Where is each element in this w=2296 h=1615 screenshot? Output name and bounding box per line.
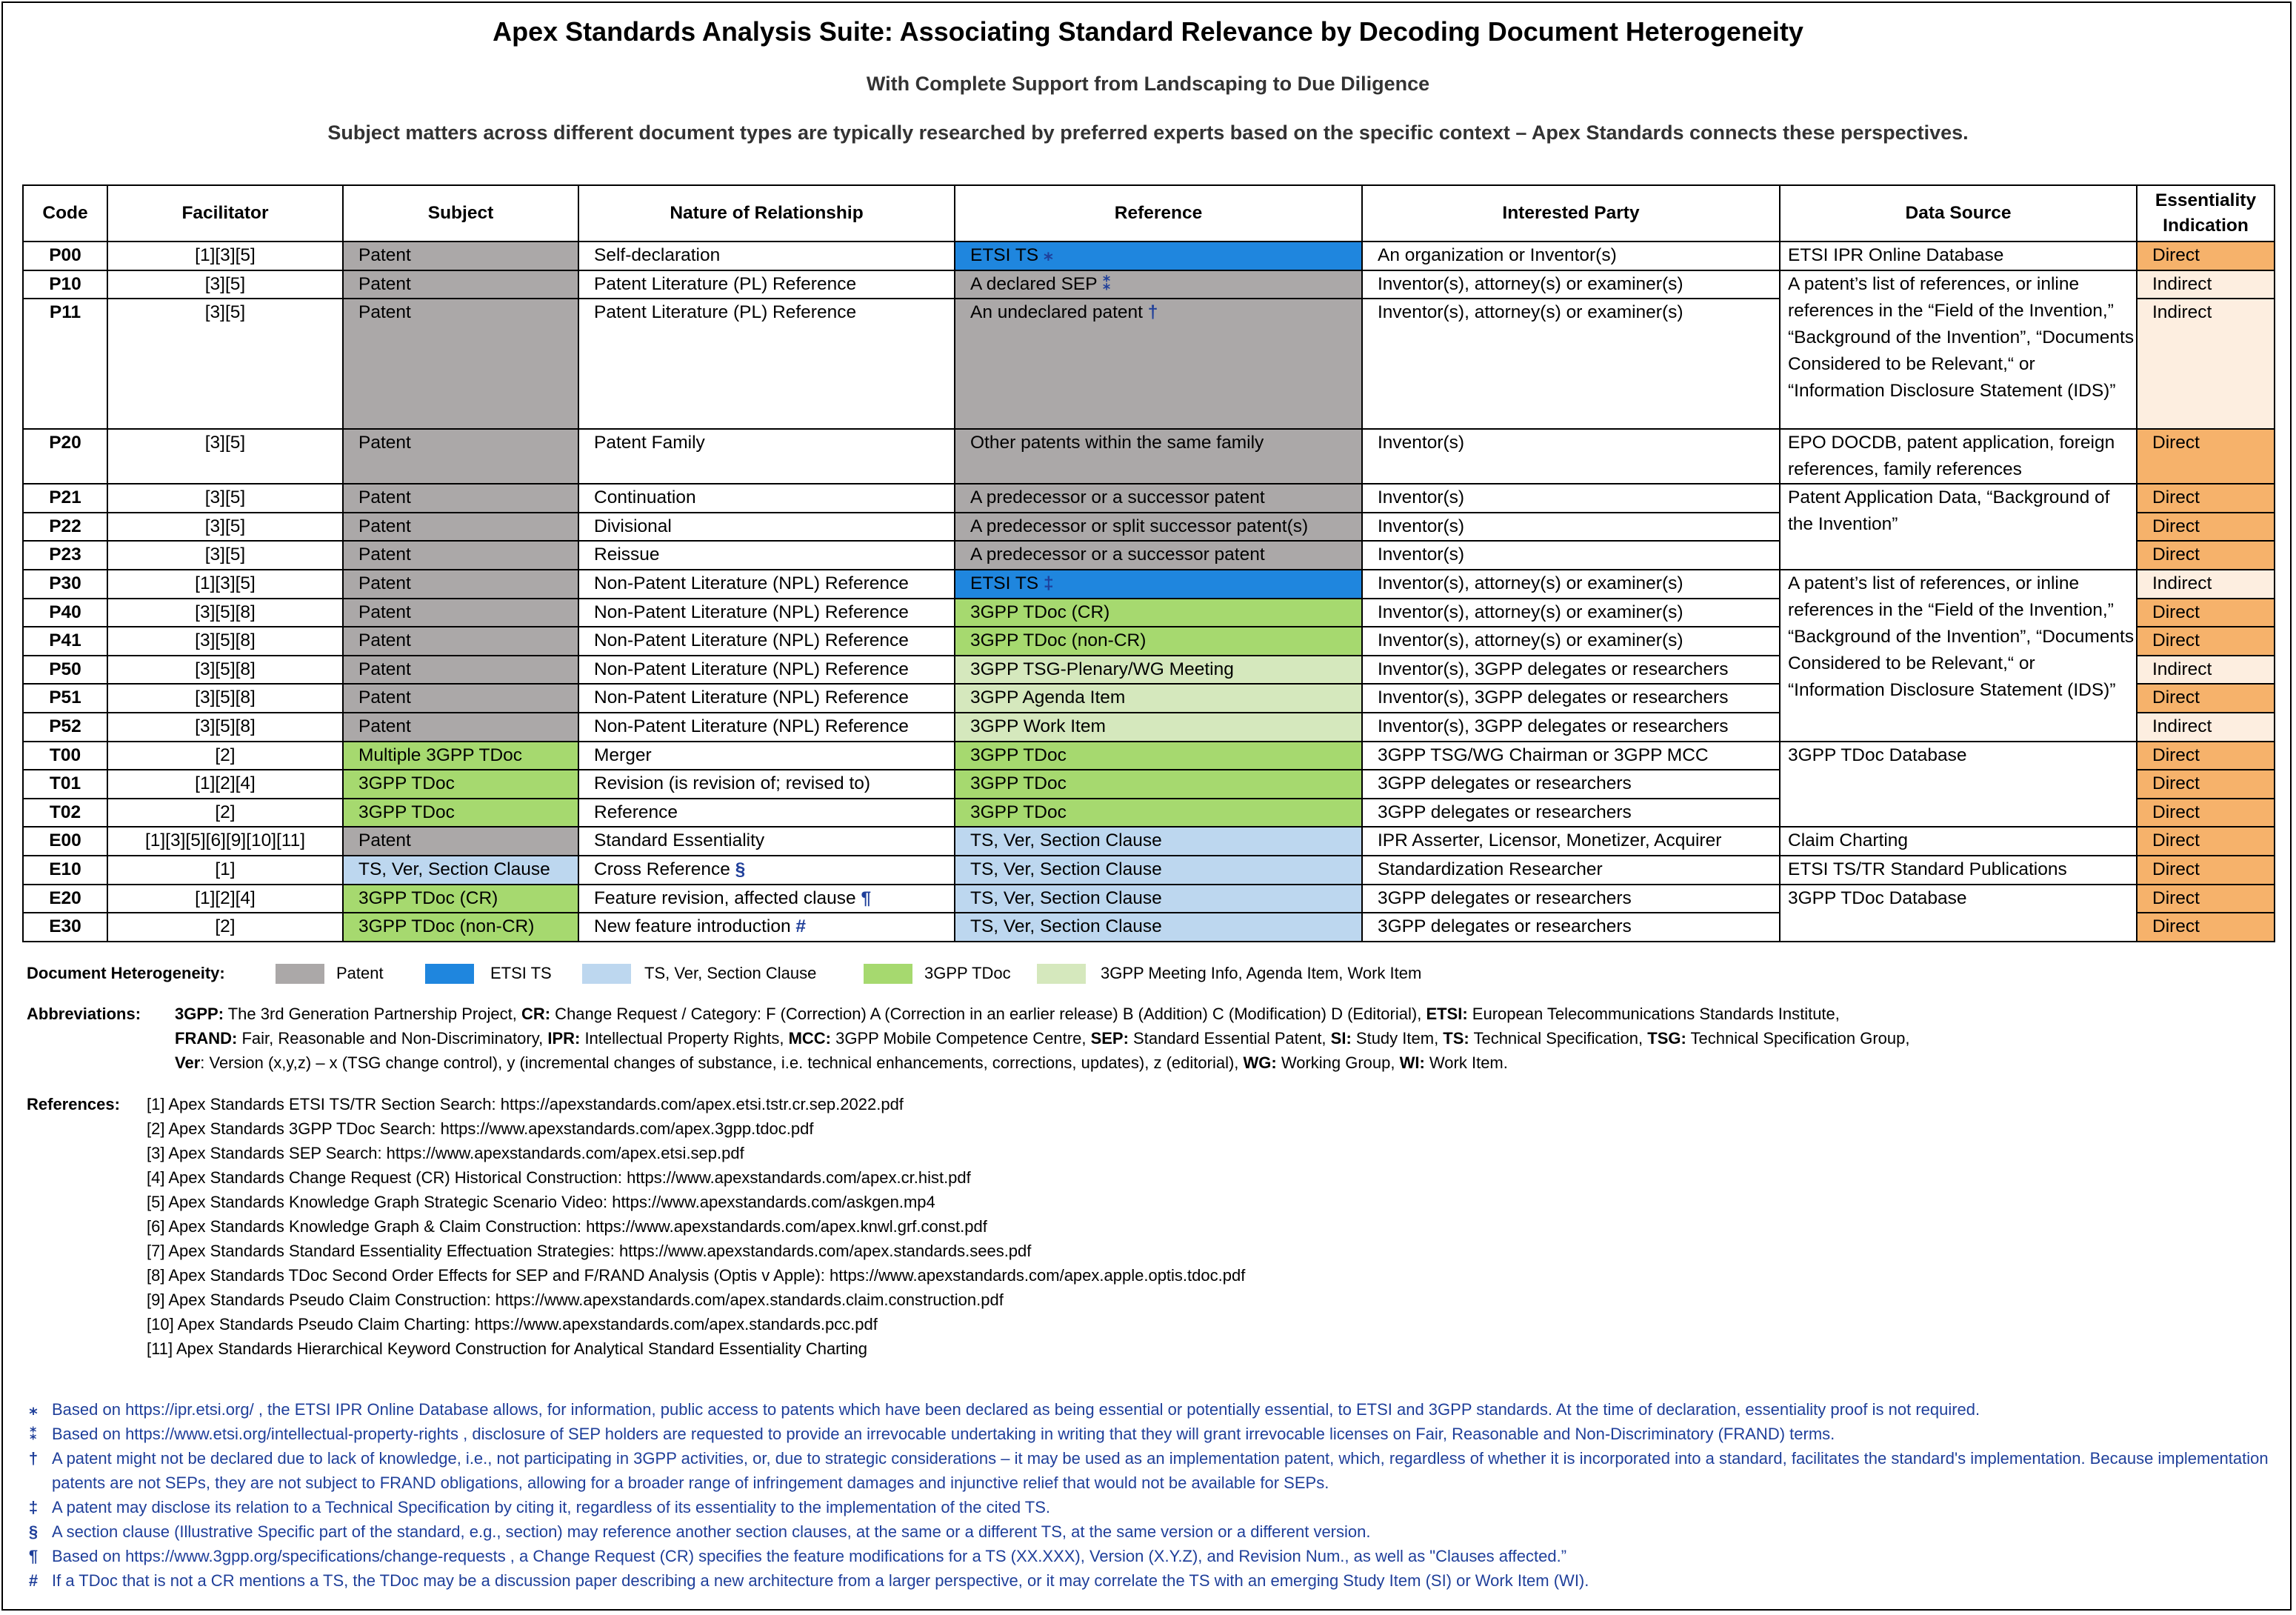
row-reference: 3GPP TDoc (CR): [955, 599, 1362, 627]
abbreviation-value: Study Item,: [1351, 1029, 1444, 1048]
row-reference: A predecessor or a successor patent: [955, 484, 1362, 513]
reference-text: An undeclared patent: [970, 302, 1143, 323]
data-source-cell: EPO DOCDB, patent application, foreign references, family references: [1780, 429, 2137, 484]
abbreviation-value: Change Request / Category: F (Correction) A (Correction in an earlier release) B (Addition) C (Modification) D (Editorial),: [550, 1005, 1426, 1023]
row-interested-party: Inventor(s), attorney(s) or examiner(s): [1362, 599, 1780, 627]
row-facilitator: [1][3][5]: [107, 570, 343, 599]
row-interested-party: 3GPP delegates or researchers: [1362, 770, 1780, 799]
double-dagger-symbol-icon: ‡: [1043, 573, 1054, 593]
abbreviation-key: FRAND:: [175, 1029, 238, 1048]
row-reference: 3GPP TDoc (non-CR): [955, 627, 1362, 656]
row-reference: 3GPP TDoc: [955, 770, 1362, 799]
row-reference: 3GPP TDoc: [955, 742, 1362, 770]
row-nature: [578, 856, 955, 885]
data-source-cell: A patent’s list of references, or inline references in the “Field of the Invention,” “Background of the Invention”, “Documents Considered to be Relevant,“ or “Information Disclosure Statement (IDS)”: [1780, 570, 2137, 742]
reference-item: [2] Apex Standards 3GPP TDoc Search: https://www.apexstandards.com/apex.3gpp.tdoc.pdf: [147, 1119, 814, 1138]
row-facilitator: [3][5][8]: [107, 684, 343, 713]
reference-item: [1] Apex Standards ETSI TS/TR Section Search: https://apexstandards.com/apex.etsi.tstr.cr.sep.2022.pdf: [147, 1095, 904, 1113]
row-code: P52: [23, 713, 107, 742]
row-reference: [955, 270, 1362, 299]
row-code: P40: [23, 599, 107, 627]
row-subject: Patent: [343, 541, 578, 570]
row-nature: Revision (is revision of; revised to): [578, 770, 955, 799]
row-nature: Non-Patent Literature (NPL) Reference: [578, 627, 955, 656]
row-code: E00: [23, 827, 107, 856]
header-data-source: Data Source: [1780, 185, 2137, 242]
row-facilitator: [3][5]: [107, 513, 343, 542]
row-code: P23: [23, 541, 107, 570]
legend-swatch-tdoc: [864, 964, 912, 984]
abbreviation-key: MCC:: [788, 1029, 832, 1048]
data-source-cell: 3GPP TDoc Database: [1780, 742, 2137, 828]
legend-item-tdoc: 3GPP TDoc: [924, 964, 1011, 982]
row-code: T01: [23, 770, 107, 799]
footnote-text: If a TDoc that is not a CR mentions a TS, the TDoc may be a discussion paper describing a new architecture from a larger perspective, or it may correlate the TS with an emerging Study Item (SI) or Work Item (WI).: [52, 1571, 1589, 1590]
table-row: [23, 270, 2275, 299]
reference-item: [6] Apex Standards Knowledge Graph & Claim Construction: https://www.apexstandards.com/apex.knwl.grf.const.pdf: [147, 1217, 987, 1236]
row-subject: Patent: [343, 599, 578, 627]
row-interested-party: Inventor(s), attorney(s) or examiner(s): [1362, 570, 1780, 599]
reference-item: [8] Apex Standards TDoc Second Order Effects for SEP and F/RAND Analysis (Optis v Apple): https://www.apexstandards.com/apex.apple.optis.tdoc.pdf: [147, 1266, 1246, 1285]
table-row: [23, 856, 2275, 885]
row-interested-party: An organization or Inventor(s): [1362, 242, 1780, 270]
table-row: [23, 570, 2275, 599]
abbreviation-value: Technical Specification Group,: [1686, 1029, 1910, 1048]
data-source-cell: ETSI TS/TR Standard Publications: [1780, 856, 2137, 885]
table-row: [23, 242, 2275, 270]
footnote: [22, 1544, 2274, 1568]
row-interested-party: Inventor(s), attorney(s) or examiner(s): [1362, 299, 1780, 429]
footnote: [22, 1422, 2274, 1446]
row-subject: Patent: [343, 827, 578, 856]
row-interested-party: Inventor(s): [1362, 429, 1780, 484]
header-interested-party: Interested Party: [1362, 185, 1780, 242]
abbreviation-key: TSG:: [1647, 1029, 1686, 1048]
hash-symbol-icon: #: [795, 916, 807, 937]
row-interested-party: Inventor(s): [1362, 484, 1780, 513]
row-subject: Patent: [343, 684, 578, 713]
row-nature: Non-Patent Literature (NPL) Reference: [578, 599, 955, 627]
row-facilitator: [3][5][8]: [107, 627, 343, 656]
reference-item: [7] Apex Standards Standard Essentiality Effectuation Strategies: https://www.apexstandards.com/apex.standards.sees.pdf: [147, 1242, 1032, 1260]
row-interested-party: 3GPP delegates or researchers: [1362, 799, 1780, 828]
row-essentiality: Indirect: [2137, 656, 2275, 685]
row-interested-party: Inventor(s): [1362, 513, 1780, 542]
abbreviation-key: IPR:: [547, 1029, 581, 1048]
row-code: P20: [23, 429, 107, 484]
row-nature: Self-declaration: [578, 242, 955, 270]
abbreviation-key: WI:: [1399, 1053, 1425, 1072]
row-subject: Patent: [343, 570, 578, 599]
row-subject: Patent: [343, 429, 578, 484]
abbreviation-value: Standard Essential Patent,: [1128, 1029, 1331, 1048]
row-essentiality: Direct: [2137, 856, 2275, 885]
row-facilitator: [3][5][8]: [107, 656, 343, 685]
page-title: Apex Standards Analysis Suite: Associating Standard Relevance by Decoding Document Heterogeneity: [493, 16, 1803, 47]
abbreviation-value: Working Group,: [1276, 1053, 1400, 1072]
row-code: P22: [23, 513, 107, 542]
dagger-symbol-icon: †: [1147, 302, 1158, 323]
row-subject: 3GPP TDoc (non-CR): [343, 913, 578, 942]
row-essentiality: Direct: [2137, 242, 2275, 270]
row-essentiality: Direct: [2137, 429, 2275, 484]
row-code: P11: [23, 299, 107, 429]
row-interested-party: 3GPP delegates or researchers: [1362, 885, 1780, 913]
table-row: [23, 742, 2275, 770]
table-row: [23, 484, 2275, 513]
row-nature: Merger: [578, 742, 955, 770]
section-symbol-icon: §: [735, 859, 746, 879]
row-reference: TS, Ver, Section Clause: [955, 913, 1362, 942]
abbreviation-value: : Version (x,y,z) – x (TSG change control), y (incremental changes of substance, i.e. technical enhancements, corrections, updates), z (editorial),: [200, 1053, 1244, 1072]
row-subject: Patent: [343, 270, 578, 299]
row-reference: 3GPP Work Item: [955, 713, 1362, 742]
row-interested-party: 3GPP delegates or researchers: [1362, 913, 1780, 942]
row-nature: [578, 913, 955, 942]
row-subject: 3GPP TDoc (CR): [343, 885, 578, 913]
footnote: [22, 1397, 2274, 1422]
row-interested-party: Inventor(s), 3GPP delegates or researchers: [1362, 713, 1780, 742]
references-label: References:: [27, 1095, 120, 1113]
row-nature: Patent Literature (PL) Reference: [578, 299, 955, 429]
row-reference: [955, 299, 1362, 429]
row-code: E10: [23, 856, 107, 885]
row-interested-party: IPR Asserter, Licensor, Monetizer, Acquirer: [1362, 827, 1780, 856]
table-row: [23, 429, 2275, 484]
reference-text: A declared SEP: [970, 273, 1098, 294]
row-reference: Other patents within the same family: [955, 429, 1362, 484]
row-code: P50: [23, 656, 107, 685]
footnote: [22, 1446, 2274, 1495]
reference-text: ETSI TS: [970, 573, 1039, 593]
data-source-cell: Claim Charting: [1780, 827, 2137, 856]
table-row: [23, 885, 2275, 913]
row-facilitator: [1]: [107, 856, 343, 885]
abbreviation-value: Work Item.: [1424, 1053, 1508, 1072]
row-nature: Non-Patent Literature (NPL) Reference: [578, 570, 955, 599]
row-code: P51: [23, 684, 107, 713]
row-facilitator: [3][5]: [107, 429, 343, 484]
row-reference: [955, 570, 1362, 599]
row-essentiality: Direct: [2137, 599, 2275, 627]
row-code: P21: [23, 484, 107, 513]
reference-item: [9] Apex Standards Pseudo Claim Construction: https://www.apexstandards.com/apex.standards.claim.construction.pdf: [147, 1291, 1004, 1309]
row-essentiality: Direct: [2137, 770, 2275, 799]
row-reference: TS, Ver, Section Clause: [955, 885, 1362, 913]
row-essentiality: Direct: [2137, 541, 2275, 570]
abbreviation-value: Intellectual Property Rights,: [580, 1029, 789, 1048]
footnote-mark-icon: §: [28, 1522, 39, 1541]
footnote-text: Based on https://www.3gpp.org/specifications/change-requests , a Change Request (CR) specifies the feature modifications for a TS (XX.XXX), Version (X.Y.Z), and Revision Num., as well as "Clauses affected.”: [52, 1547, 1567, 1565]
row-interested-party: Inventor(s), 3GPP delegates or researchers: [1362, 656, 1780, 685]
footnotes: [22, 1397, 2274, 1593]
legend-item-patent: Patent: [336, 964, 384, 982]
header-nature: Nature of Relationship: [578, 185, 955, 242]
legend-item-ts-ver: TS, Ver, Section Clause: [644, 964, 817, 982]
abbreviation-key: WG:: [1243, 1053, 1277, 1072]
row-nature: Non-Patent Literature (NPL) Reference: [578, 684, 955, 713]
footnote-mark-icon: ⁑: [29, 1425, 38, 1443]
row-reference: TS, Ver, Section Clause: [955, 827, 1362, 856]
legend-swatch-meeting: [1037, 964, 1086, 984]
row-essentiality: Direct: [2137, 742, 2275, 770]
row-facilitator: [1][2][4]: [107, 885, 343, 913]
row-subject: Patent: [343, 242, 578, 270]
reference-item: [4] Apex Standards Change Request (CR) Historical Construction: https://www.apexstandards.com/apex.cr.hist.pdf: [147, 1168, 971, 1187]
footnote-mark-icon: ¶: [28, 1547, 39, 1565]
table-header-row: [23, 185, 2275, 242]
nature-text: Cross Reference: [594, 859, 730, 879]
abbreviation-value: 3GPP Mobile Competence Centre,: [831, 1029, 1091, 1048]
row-interested-party: 3GPP TSG/WG Chairman or 3GPP MCC: [1362, 742, 1780, 770]
legend-swatch-patent: [276, 964, 324, 984]
abbreviation-value: The 3rd Generation Partnership Project,: [224, 1005, 521, 1023]
footnote-text: A section clause (Illustrative Specific part of the standard, e.g., section) may reference another section clauses, at the same or a different TS, at the same version or a different version.: [52, 1522, 1371, 1541]
row-reference: [955, 242, 1362, 270]
data-source-cell: Patent Application Data, “Background of the Invention”: [1780, 484, 2137, 570]
reference-item: [10] Apex Standards Pseudo Claim Charting: https://www.apexstandards.com/apex.standards.pcc.pdf: [147, 1315, 878, 1333]
footnote: [22, 1568, 2274, 1593]
nature-text: New feature introduction: [594, 916, 791, 937]
row-facilitator: [2]: [107, 742, 343, 770]
row-essentiality: Direct: [2137, 799, 2275, 828]
data-source-cell: 3GPP TDoc Database: [1780, 885, 2137, 942]
row-facilitator: [3][5]: [107, 541, 343, 570]
row-code: P00: [23, 242, 107, 270]
footnote: [22, 1519, 2274, 1544]
footnote-mark-icon: ‡: [28, 1498, 39, 1516]
pilcrow-symbol-icon: ¶: [861, 888, 872, 908]
data-source-cell: ETSI IPR Online Database: [1780, 242, 2137, 270]
row-subject: 3GPP TDoc: [343, 799, 578, 828]
abbreviation-key: 3GPP:: [175, 1005, 224, 1023]
row-subject: Patent: [343, 627, 578, 656]
header-essentiality: Essentiality Indication: [2137, 185, 2275, 242]
references-list: [147, 1092, 1628, 1361]
row-reference: 3GPP TDoc: [955, 799, 1362, 828]
footnote-text: A patent may disclose its relation to a Technical Specification by citing it, regardless of its essentiality to the implementation of the cited TS.: [52, 1498, 1050, 1516]
footnote-mark-icon: †: [28, 1449, 39, 1468]
reference-item: [11] Apex Standards Hierarchical Keyword Construction for Analytical Standard Essentiality Charting: [147, 1339, 867, 1358]
data-source-cell: A patent’s list of references, or inline references in the “Field of the Invention,” “Background of the Invention”, “Documents Considered to be Relevant,“ or “Information Disclosure Statement (IDS)”: [1780, 270, 2137, 430]
row-facilitator: [3][5]: [107, 299, 343, 429]
row-interested-party: Inventor(s), attorney(s) or examiner(s): [1362, 270, 1780, 299]
row-nature: Divisional: [578, 513, 955, 542]
row-nature: [578, 885, 955, 913]
row-facilitator: [2]: [107, 799, 343, 828]
asterism-symbol-icon: ⁎: [1043, 245, 1053, 265]
row-code: E30: [23, 913, 107, 942]
row-essentiality: Direct: [2137, 484, 2275, 513]
abbreviation-key: ETSI:: [1426, 1005, 1468, 1023]
row-code: P30: [23, 570, 107, 599]
row-nature: Continuation: [578, 484, 955, 513]
abbreviation-key: SEP:: [1090, 1029, 1129, 1048]
row-subject: Patent: [343, 713, 578, 742]
table-row: [23, 827, 2275, 856]
row-interested-party: Inventor(s), 3GPP delegates or researchers: [1362, 684, 1780, 713]
row-nature: Patent Literature (PL) Reference: [578, 270, 955, 299]
row-reference: 3GPP Agenda Item: [955, 684, 1362, 713]
legend-item-meeting: 3GPP Meeting Info, Agenda Item, Work Item: [1101, 964, 1422, 982]
row-facilitator: [1][2][4]: [107, 770, 343, 799]
row-subject: Patent: [343, 656, 578, 685]
legend-item-etsi-ts: ETSI TS: [490, 964, 552, 982]
row-code: E20: [23, 885, 107, 913]
nature-text: Feature revision, affected clause: [594, 888, 856, 908]
row-reference: 3GPP TSG-Plenary/WG Meeting: [955, 656, 1362, 685]
abbreviations-label: Abbreviations:: [27, 1005, 141, 1023]
row-subject: Multiple 3GPP TDoc: [343, 742, 578, 770]
row-interested-party: Inventor(s), attorney(s) or examiner(s): [1362, 627, 1780, 656]
row-interested-party: Standardization Researcher: [1362, 856, 1780, 885]
row-essentiality: Direct: [2137, 913, 2275, 942]
row-essentiality: Direct: [2137, 684, 2275, 713]
row-facilitator: [1][3][5][6][9][10][11]: [107, 827, 343, 856]
page-subtitle: With Complete Support from Landscaping to Due Diligence: [866, 73, 1430, 95]
row-nature: Non-Patent Literature (NPL) Reference: [578, 713, 955, 742]
abbreviation-value: Technical Specification,: [1469, 1029, 1648, 1048]
abbreviations-body: [175, 1002, 2286, 1075]
legend-label: Document Heterogeneity:: [27, 964, 225, 982]
footnote-text: Based on https://ipr.etsi.org/ , the ETSI IPR Online Database allows, for information, public access to patents which have been declared as being essential or potentially essential, to ETSI and 3GPP standards. At the time of declaration, essentiality proof is not required.: [52, 1400, 1980, 1419]
row-facilitator: [2]: [107, 913, 343, 942]
reference-item: [5] Apex Standards Knowledge Graph Strategic Scenario Video: https://www.apexstandards.com/askgen.mp4: [147, 1193, 935, 1211]
abbreviation-key: TS:: [1443, 1029, 1469, 1048]
footnote-mark-icon: ⁎: [29, 1400, 38, 1419]
reference-text: ETSI TS: [970, 245, 1039, 265]
row-nature: Patent Family: [578, 429, 955, 484]
row-essentiality: Direct: [2137, 885, 2275, 913]
row-facilitator: [1][3][5]: [107, 242, 343, 270]
row-reference: A predecessor or split successor patent(s): [955, 513, 1362, 542]
header-subject: Subject: [343, 185, 578, 242]
footnote-text: Based on https://www.etsi.org/intellectual-property-rights , disclosure of SEP holders are requested to provide an irrevocable undertaking in writing that they will grant irrevocable licenses on Fair, Reasonable and Non-Discriminatory (FRAND) terms.: [52, 1425, 1835, 1443]
row-nature: Reissue: [578, 541, 955, 570]
abbreviation-value: European Telecommunications Standards Institute,: [1467, 1005, 1840, 1023]
row-subject: Patent: [343, 484, 578, 513]
reference-item: [3] Apex Standards SEP Search: https://www.apexstandards.com/apex.etsi.sep.pdf: [147, 1144, 744, 1162]
row-subject: 3GPP TDoc: [343, 770, 578, 799]
row-code: T00: [23, 742, 107, 770]
row-essentiality: Indirect: [2137, 570, 2275, 599]
row-subject: Patent: [343, 513, 578, 542]
row-subject: Patent: [343, 299, 578, 429]
footnote-mark-icon: #: [28, 1571, 39, 1590]
row-essentiality: Direct: [2137, 827, 2275, 856]
row-facilitator: [3][5]: [107, 484, 343, 513]
row-nature: Reference: [578, 799, 955, 828]
row-code: P41: [23, 627, 107, 656]
abbreviation-key: Ver: [175, 1053, 201, 1072]
row-essentiality: Direct: [2137, 513, 2275, 542]
abbreviation-key: CR:: [521, 1005, 551, 1023]
relationship-table: [22, 184, 2275, 942]
abbreviation-key: SI:: [1330, 1029, 1352, 1048]
double-asterisk-symbol-icon: ⁑: [1101, 273, 1112, 294]
header-facilitator: Facilitator: [107, 185, 343, 242]
row-essentiality: Indirect: [2137, 713, 2275, 742]
row-interested-party: Inventor(s): [1362, 541, 1780, 570]
row-essentiality: Direct: [2137, 627, 2275, 656]
header-code: Code: [23, 185, 107, 242]
row-facilitator: [3][5]: [107, 270, 343, 299]
row-subject: TS, Ver, Section Clause: [343, 856, 578, 885]
row-reference: A predecessor or a successor patent: [955, 541, 1362, 570]
legend-swatch-etsi-ts: [425, 964, 474, 984]
row-nature: Non-Patent Literature (NPL) Reference: [578, 656, 955, 685]
row-facilitator: [3][5][8]: [107, 599, 343, 627]
row-nature: Standard Essentiality: [578, 827, 955, 856]
footnote-text: A patent might not be declared due to lack of knowledge, i.e., not participating in 3GPP activities, or, due to strategic considerations – it may be used as an implementation patent, which, regardless of whether it is incorporated into a standard, facilitates the standard's implementation. Because implementation patents are not SEPs, they are not subject to FRAND obligations, allowing for a broader range of infringement damages and injunctive relief that would not be available for SEPs.: [52, 1449, 2269, 1492]
row-reference: TS, Ver, Section Clause: [955, 856, 1362, 885]
abbreviation-value: Fair, Reasonable and Non-Discriminatory,: [237, 1029, 548, 1048]
row-essentiality: Indirect: [2137, 270, 2275, 299]
row-essentiality: Indirect: [2137, 299, 2275, 429]
row-facilitator: [3][5][8]: [107, 713, 343, 742]
legend-swatch-ts-ver: [582, 964, 631, 984]
page-tagline: Subject matters across different document types are typically researched by preferred experts based on the specific context – Apex Standards connects these perspectives.: [327, 121, 1969, 144]
header-reference: Reference: [955, 185, 1362, 242]
row-code: P10: [23, 270, 107, 299]
row-code: T02: [23, 799, 107, 828]
footnote: [22, 1495, 2274, 1519]
